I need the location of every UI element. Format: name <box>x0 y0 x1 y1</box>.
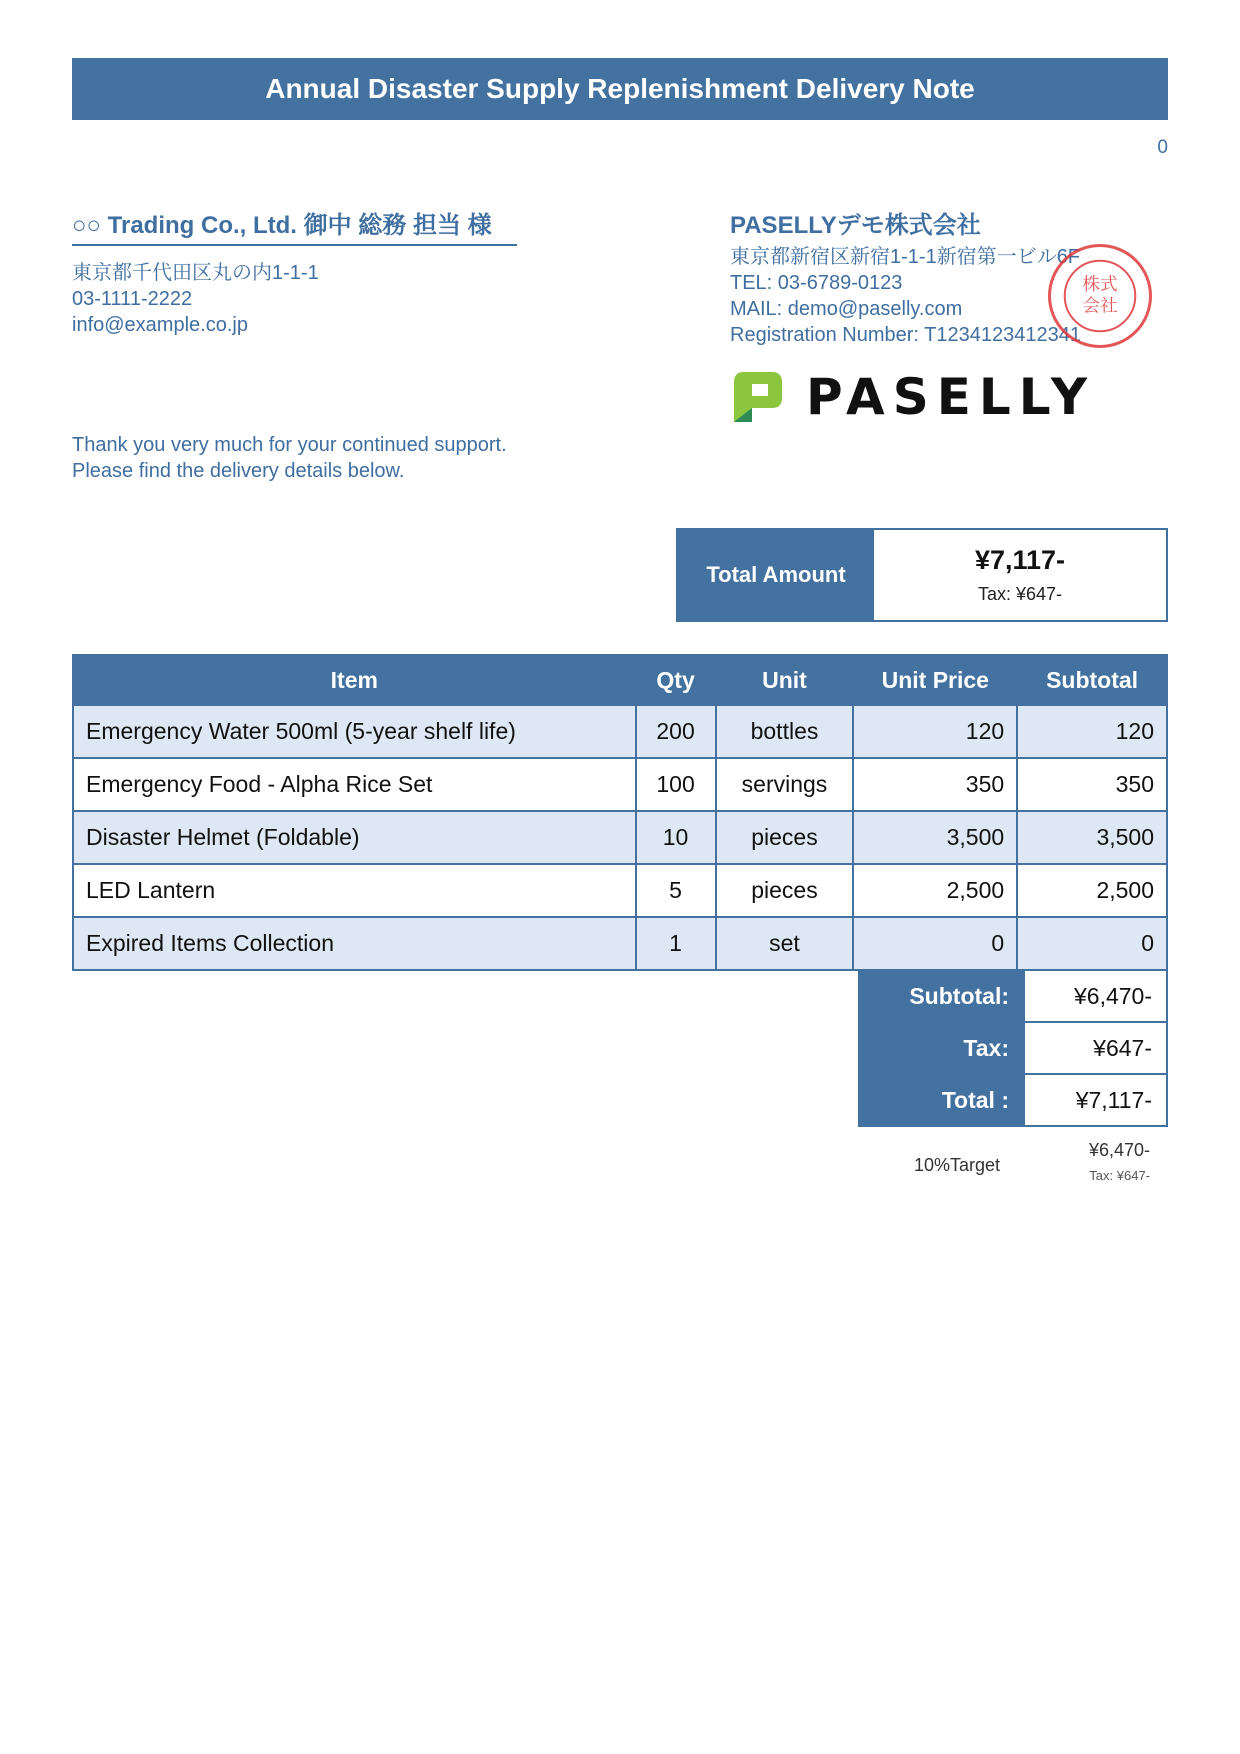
table-row <box>73 864 1167 917</box>
cell-subtotal: 0 <box>1017 917 1167 970</box>
cell-qty: 200 <box>636 705 716 758</box>
items-table <box>72 654 1168 971</box>
cell-qty: 5 <box>636 864 716 917</box>
cell-item: Disaster Helmet (Foldable) <box>73 811 636 864</box>
logo-wordmark: PASELLY <box>806 368 1096 426</box>
company-name: PASELLYデモ株式会社 <box>730 212 981 239</box>
total-amount-tax: Tax: ¥647- <box>977 584 1063 604</box>
cell-item: LED Lantern <box>73 864 636 917</box>
company-logo <box>730 368 1095 426</box>
cell-qty: 10 <box>636 811 716 864</box>
cell-unit-price: 0 <box>853 917 1017 970</box>
client-address: 東京都千代田区丸の内1-1-1 <box>72 262 319 284</box>
cell-unit-price: 350 <box>853 758 1017 811</box>
cell-unit-price: 2,500 <box>853 864 1017 917</box>
table-row <box>73 811 1167 864</box>
summary-total-value: ¥7,117- <box>1024 1074 1167 1126</box>
svg-text:株式: 株式 <box>1082 275 1118 296</box>
cell-qty: 1 <box>636 917 716 970</box>
cell-unit: servings <box>716 758 854 811</box>
cell-qty: 100 <box>636 758 716 811</box>
table-row <box>73 917 1167 970</box>
table-row <box>73 705 1167 758</box>
cell-unit: set <box>716 917 854 970</box>
table-row <box>73 758 1167 811</box>
header-item: Item <box>73 655 636 705</box>
company-registration: Registration Number: T1234123412341 <box>730 324 1081 346</box>
company-address: 東京都新宿区新宿1-1-1新宿第一ビル6F <box>730 246 1081 268</box>
company-mail: MAIL: demo@paselly.com <box>730 298 963 320</box>
tax-breakdown <box>858 1138 1168 1188</box>
client-tel: 03-1111-2222 <box>72 288 193 310</box>
greeting-line-2: Please find the delivery details below. <box>72 460 405 482</box>
header-qty: Qty <box>636 655 716 705</box>
summary-tax-label: Tax: <box>858 1022 1024 1074</box>
summary-tax-value: ¥647- <box>1024 1022 1167 1074</box>
cell-unit-price: 120 <box>853 705 1017 758</box>
leaf-logo-icon <box>730 368 786 426</box>
cell-unit: bottles <box>716 705 854 758</box>
cell-item: Emergency Water 500ml (5-year shelf life) <box>73 705 636 758</box>
summary-subtotal-row <box>858 970 1167 1022</box>
cell-subtotal: 120 <box>1017 705 1167 758</box>
cell-unit: pieces <box>716 864 854 917</box>
summary-total-row <box>858 1074 1167 1126</box>
client-name: ○○ Trading Co., Ltd. 御中 総務 担当 様 <box>72 212 517 246</box>
summary-subtotal-label: Subtotal: <box>858 970 1024 1022</box>
cell-unit: pieces <box>716 811 854 864</box>
tax-breakdown-amount: ¥6,470- <box>1088 1140 1150 1160</box>
total-amount-label: Total Amount <box>678 530 874 620</box>
header-unit: Unit <box>716 655 854 705</box>
summary-total-label: Total : <box>858 1074 1024 1126</box>
header-subtotal: Subtotal <box>1017 655 1167 705</box>
cell-item: Expired Items Collection <box>73 917 636 970</box>
summary-tax-row <box>858 1022 1167 1074</box>
company-tel: TEL: 03-6789-0123 <box>730 272 903 294</box>
summary-table <box>858 969 1168 1127</box>
tax-breakdown-tax: Tax: ¥647- <box>1089 1168 1150 1183</box>
total-amount-box <box>676 528 1168 622</box>
document-number: 0 <box>1157 137 1168 158</box>
cell-subtotal: 3,500 <box>1017 811 1167 864</box>
cell-item: Emergency Food - Alpha Rice Set <box>73 758 636 811</box>
total-amount-values <box>874 530 1166 620</box>
client-info <box>72 260 517 338</box>
tax-breakdown-label: 10%Target <box>914 1155 1001 1175</box>
company-seal-stamp <box>1048 244 1152 348</box>
table-header-row <box>73 655 1167 705</box>
summary-subtotal-value: ¥6,470- <box>1024 970 1167 1022</box>
greeting-line-1: Thank you very much for your continued support. <box>72 434 507 456</box>
cell-unit-price: 3,500 <box>853 811 1017 864</box>
cell-subtotal: 350 <box>1017 758 1167 811</box>
svg-text:会社: 会社 <box>1082 296 1118 317</box>
total-amount-value: ¥7,117- <box>974 545 1066 575</box>
cell-subtotal: 2,500 <box>1017 864 1167 917</box>
client-block <box>72 212 517 338</box>
greeting <box>72 432 507 484</box>
document-title: Annual Disaster Supply Replenishment Delivery Note <box>72 58 1168 120</box>
client-email: info@example.co.jp <box>72 314 248 336</box>
header-unit-price: Unit Price <box>853 655 1017 705</box>
